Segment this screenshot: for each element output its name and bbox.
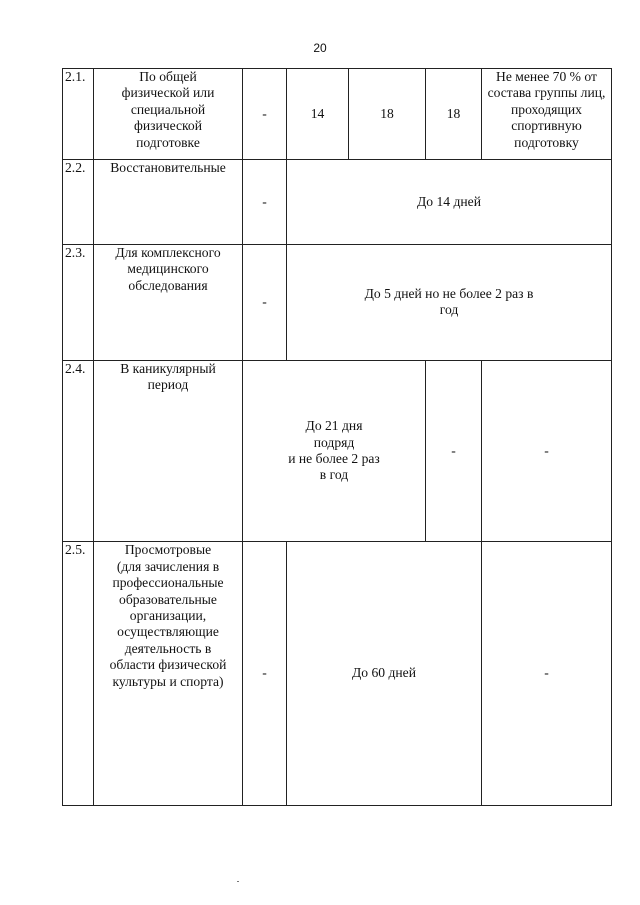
page-number: 20 bbox=[313, 41, 327, 55]
duration-cell: - bbox=[243, 542, 287, 806]
participants-note-cell: Не менее 70 % от состава группы лиц, проходящих спортивную подготовку bbox=[482, 69, 612, 160]
table-row bbox=[63, 542, 612, 806]
scan-mark bbox=[237, 881, 239, 882]
duration-cell: - bbox=[243, 69, 287, 160]
duration-cell: - bbox=[482, 542, 612, 806]
duration-cell: - bbox=[243, 245, 287, 361]
duration-span-cell: До 5 дней но не более 2 раз в год bbox=[287, 245, 612, 361]
duration-span-cell: До 14 дней bbox=[287, 160, 612, 245]
row-number: 2.4. bbox=[63, 360, 94, 541]
duration-cell: 14 bbox=[287, 69, 349, 160]
row-number: 2.1. bbox=[63, 69, 94, 160]
duration-cell: 18 bbox=[349, 69, 426, 160]
camp-type-cell: По общей физической или специальной физической подготовке bbox=[94, 69, 243, 160]
duration-span-cell: До 60 дней bbox=[287, 542, 482, 806]
row-number: 2.3. bbox=[63, 245, 94, 361]
table-row bbox=[63, 69, 612, 160]
duration-cell: - bbox=[482, 360, 612, 541]
row-number: 2.2. bbox=[63, 160, 94, 245]
camp-type-cell: Для комплексного медицинского обследования bbox=[94, 245, 243, 361]
table-row bbox=[63, 160, 612, 245]
row-number: 2.5. bbox=[63, 542, 94, 806]
duration-cell: - bbox=[426, 360, 482, 541]
table-row bbox=[63, 360, 612, 541]
duration-cell: - bbox=[243, 160, 287, 245]
table-row bbox=[63, 245, 612, 361]
camp-type-cell: Восстановительные bbox=[94, 160, 243, 245]
training-camps-table bbox=[62, 68, 612, 806]
duration-cell: 18 bbox=[426, 69, 482, 160]
camp-type-cell: Просмотровые (для зачисления в профессиональные образовательные организации, осуществляющие деятельность в области физической культуры и спорта) bbox=[94, 542, 243, 806]
duration-span-cell: До 21 дня подряд и не более 2 раз в год bbox=[243, 360, 426, 541]
camp-type-cell: В каникулярный период bbox=[94, 360, 243, 541]
